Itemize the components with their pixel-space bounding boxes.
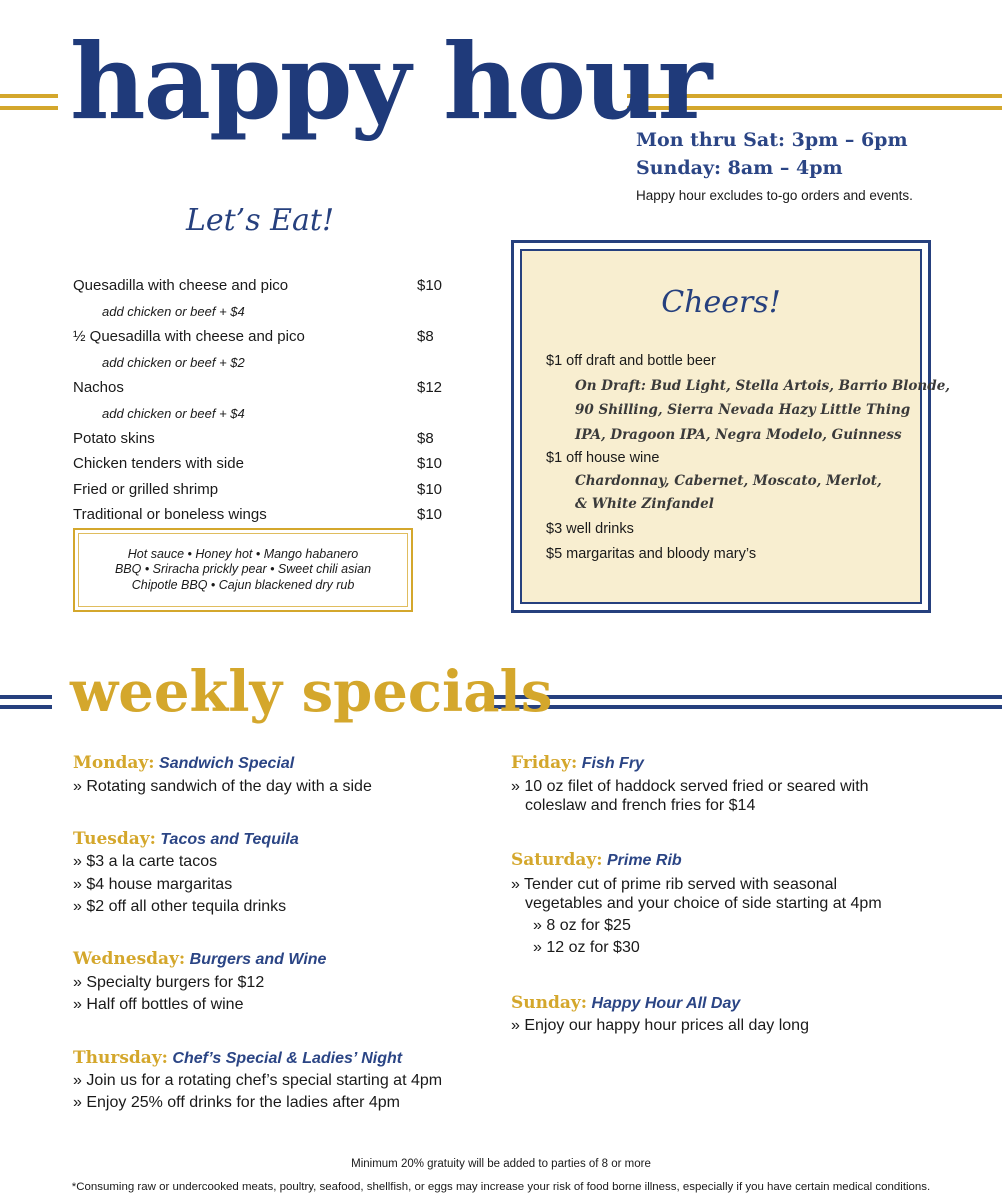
wine-list-line: Chardonnay, Cabernet, Moscato, Merlot, <box>575 473 882 489</box>
drink-wine: $1 off house wine <box>546 450 660 466</box>
food-item-price: $10 <box>417 506 443 523</box>
day-name: Saturday: <box>511 850 603 870</box>
food-item-name: Chicken tenders with side <box>73 455 244 472</box>
page-title: happy hour <box>70 20 711 143</box>
special-item: » Half off bottles of wine <box>73 996 244 1013</box>
food-item-name: ½ Quesadilla with cheese and pico <box>73 328 305 345</box>
day-heading-thursday <box>73 1048 402 1068</box>
food-safety-disclaimer: *Consuming raw or undercooked meats, poultry, seafood, shellfish, or eggs may increase your risk of food borne illness, especially if you have certain medical conditions. <box>71 1181 931 1193</box>
food-item-name: Nachos <box>73 379 124 396</box>
drinks-section-title: Cheers! <box>661 285 781 320</box>
day-special: Chef’s Special & Ladies’ Night <box>172 1050 403 1067</box>
beer-list-line: On Draft: Bud Light, Stella Artois, Barrio Blonde, <box>575 378 950 394</box>
day-heading-monday <box>73 753 294 773</box>
day-heading-wednesday <box>73 949 326 969</box>
special-item: » Rotating sandwich of the day with a side <box>73 778 372 795</box>
drink-beer: $1 off draft and bottle beer <box>546 353 716 369</box>
special-item: » $2 off all other tequila drinks <box>73 898 287 915</box>
day-name: Monday: <box>73 753 155 773</box>
weekly-rule-right-bottom <box>492 705 1002 709</box>
food-item-name: Traditional or boneless wings <box>73 506 267 523</box>
weekly-rule-right-top <box>492 695 1002 699</box>
sauce-line: BBQ • Sriracha prickly pear • Sweet chili asian <box>114 562 372 577</box>
drinks-box-inner <box>520 249 950 604</box>
special-item: » Enjoy 25% off drinks for the ladies after 4pm <box>73 1094 400 1111</box>
day-name: Sunday: <box>511 993 588 1013</box>
food-item-addon: add chicken or beef + $2 <box>102 355 245 370</box>
weekly-specials-title: weekly specials <box>70 659 553 725</box>
special-item: coleslaw and french fries for $14 <box>525 797 756 814</box>
special-item: » 8 oz for $25 <box>533 917 631 934</box>
drink-margaritas: $5 margaritas and bloody mary’s <box>546 546 757 562</box>
day-heading-tuesday <box>73 829 299 849</box>
day-special: Happy Hour All Day <box>591 995 741 1012</box>
day-heading-friday <box>511 753 644 773</box>
food-section-title: Let’s Eat! <box>185 203 335 238</box>
food-item-price: $10 <box>417 481 443 498</box>
day-name: Tuesday: <box>73 829 156 849</box>
beer-list-line: IPA, Dragoon IPA, Negra Modelo, Guinness <box>575 427 902 443</box>
day-name: Thursday: <box>73 1048 168 1068</box>
day-heading-saturday <box>511 850 682 870</box>
day-special: Burgers and Wine <box>189 951 327 968</box>
day-heading-sunday <box>511 993 740 1013</box>
day-special: Tacos and Tequila <box>160 831 299 848</box>
special-item: » $3 a la carte tacos <box>73 853 218 870</box>
day-special: Prime Rib <box>606 852 682 869</box>
drinks-box <box>511 240 950 613</box>
day-name: Wednesday: <box>73 949 186 969</box>
special-item: vegetables and your choice of side starting at 4pm <box>525 895 882 912</box>
food-item-price: $8 <box>417 328 434 345</box>
food-item-price: $8 <box>417 430 434 447</box>
title-rule-left-bottom <box>0 106 58 110</box>
food-item-addon: add chicken or beef + $4 <box>102 304 245 319</box>
beer-list-line: 90 Shilling, Sierra Nevada Hazy Little Thing <box>575 402 911 418</box>
day-name: Friday: <box>511 753 578 773</box>
wine-list-line: & White Zinfandel <box>575 496 714 512</box>
sauce-line: Hot sauce • Honey hot • Mango habanero <box>127 546 359 561</box>
gratuity-note: Minimum 20% gratuity will be added to parties of 8 or more <box>351 1158 651 1170</box>
drink-well: $3 well drinks <box>546 521 634 537</box>
day-special: Sandwich Special <box>159 755 295 772</box>
food-item-price: $10 <box>417 277 443 294</box>
food-item-price: $12 <box>417 379 443 396</box>
special-item: » 12 oz for $30 <box>533 939 640 956</box>
food-item-addon: add chicken or beef + $4 <box>102 406 245 421</box>
special-item: » Specialty burgers for $12 <box>73 974 265 991</box>
food-item-name: Fried or grilled shrimp <box>73 481 219 498</box>
sauce-line: Chipotle BBQ • Cajun blackened dry rub <box>131 577 355 592</box>
hours-weekday: Mon thru Sat: 3pm – 6pm <box>636 129 908 151</box>
sauce-options-inner <box>78 533 408 607</box>
special-item: » $4 house margaritas <box>73 876 233 893</box>
special-item: » Join us for a rotating chef’s special starting at 4pm <box>73 1072 443 1089</box>
special-item: » 10 oz filet of haddock served fried or seared with <box>511 778 869 795</box>
hours-sunday: Sunday: 8am – 4pm <box>636 157 843 179</box>
weekly-rule-left-bottom <box>0 705 52 709</box>
hours-note: Happy hour excludes to-go orders and events. <box>636 188 913 203</box>
special-item: » Enjoy our happy hour prices all day long <box>511 1017 809 1034</box>
title-rule-left-top <box>0 94 58 98</box>
food-item-name: Potato skins <box>73 430 155 447</box>
day-special: Fish Fry <box>581 755 644 772</box>
food-item-price: $10 <box>417 455 443 472</box>
sauce-options-box <box>73 528 413 612</box>
special-item: » Tender cut of prime rib served with seasonal <box>511 876 838 893</box>
food-item-name: Quesadilla with cheese and pico <box>73 277 289 294</box>
weekly-rule-left-top <box>0 695 52 699</box>
